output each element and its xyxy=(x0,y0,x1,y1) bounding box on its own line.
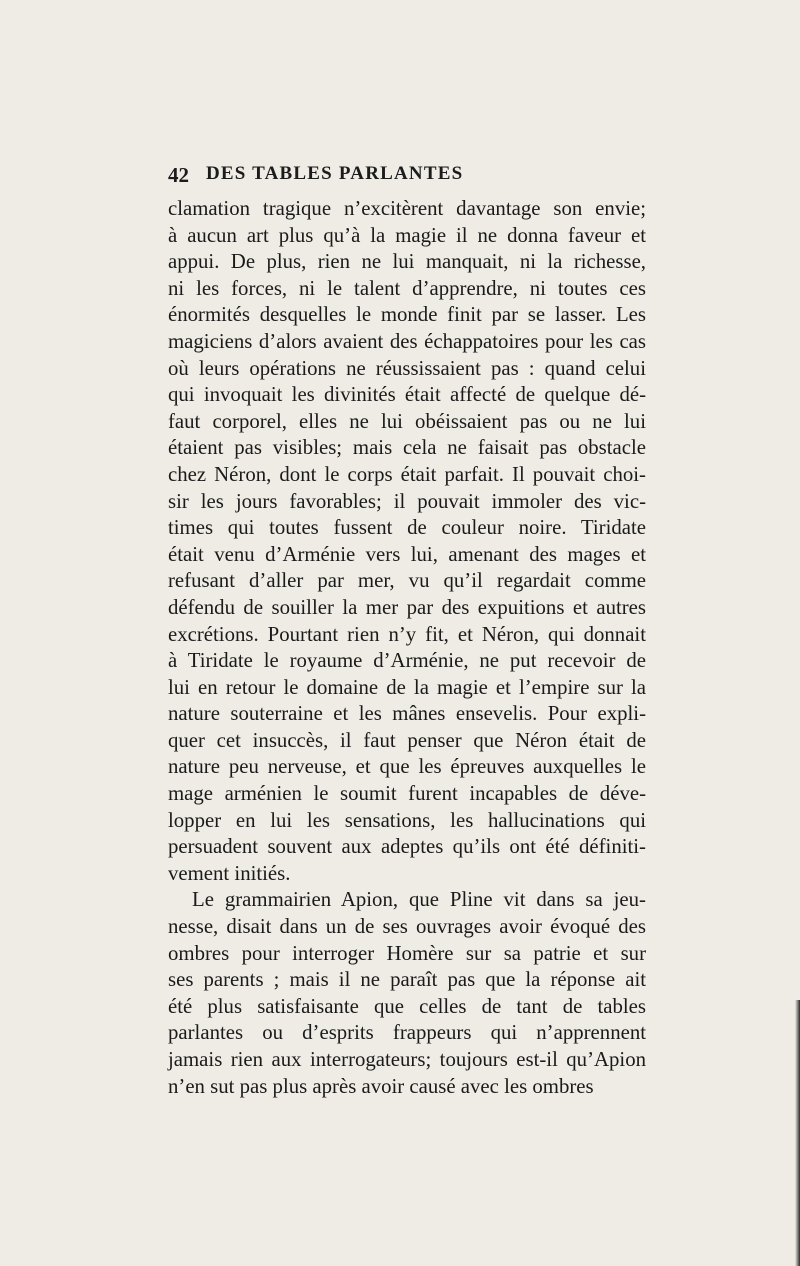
text-line: énormités desquelles le monde finit par se lasser. Les xyxy=(168,303,646,327)
text-line: times qui toutes fussent de couleur noire. Tiridate xyxy=(168,516,646,540)
text-line: chez Néron, dont le corps était parfait. Il pouvait choi- xyxy=(168,462,646,486)
text-line: excrétions. Pourtant rien n’y fit, et Néron, qui donnait xyxy=(168,622,646,646)
text-line: jamais rien aux interrogateurs; toujours est-il qu’Apion xyxy=(168,1048,646,1071)
text-line: faut corporel, elles ne lui obéissaient pas ou ne lui xyxy=(168,409,646,433)
text-line: à aucun art plus qu’à la magie il ne donna faveur et xyxy=(168,223,646,247)
text-line: nature peu nerveuse, et que les épreuves auxquelles le xyxy=(168,755,646,779)
text-line: nature souterraine et les mânes ensevelis. Pour expli- xyxy=(168,702,646,726)
text-line: clamation tragique n’excitèrent davantage son envie; xyxy=(168,197,646,220)
text-line: ni les forces, ni le talent d’apprendre, ni toutes ces xyxy=(168,276,646,300)
text-line: nesse, disait dans un de ses ouvrages avoir évoqué des xyxy=(168,915,646,939)
text-line: ses parents ; mais il ne paraît pas que la réponse ait xyxy=(168,968,646,992)
text-line: sir les jours favorables; il pouvait immoler des vic- xyxy=(168,489,646,513)
page-number: 42 xyxy=(168,163,189,187)
text-line: mage arménien le soumit furent incapables de déve- xyxy=(168,782,646,806)
running-title: DES TABLES PARLANTES xyxy=(206,163,464,184)
text-line: quer cet insuccès, il faut penser que Néron était de xyxy=(168,728,646,752)
page-header xyxy=(168,163,648,189)
text-line: Le grammairien Apion, que Pline vit dans sa jeu- xyxy=(192,888,646,912)
text-line: où leurs opérations ne réussissaient pas : quand celui xyxy=(168,356,646,380)
text-line: était venu d’Arménie vers lui, amenant des mages et xyxy=(168,542,646,566)
text-line: parlantes ou d’esprits frappeurs qui n’apprennent xyxy=(168,1021,646,1045)
text-line: refusant d’aller par mer, vu qu’il regardait comme xyxy=(168,569,646,593)
text-line: qui invoquait les divinités était affecté de quelque dé- xyxy=(168,383,646,407)
text-line: magiciens d’alors avaient des échappatoires pour les cas xyxy=(168,329,646,353)
text-line: étaient pas visibles; mais cela ne faisait pas obstacle xyxy=(168,436,646,460)
text-line: appui. De plus, rien ne lui manquait, ni la richesse, xyxy=(168,250,646,274)
text-line: lopper en lui les sensations, les hallucinations qui xyxy=(168,808,646,832)
text-line: n’en sut pas plus après avoir causé avec les ombres xyxy=(168,1074,594,1098)
text-line: ombres pour interroger Homère sur sa patrie et sur xyxy=(168,941,646,965)
page-edge-shadow xyxy=(795,1000,800,1266)
text-line: persuadent souvent aux adeptes qu’ils ont été définiti- xyxy=(168,835,646,859)
text-line: vement initiés. xyxy=(168,861,291,885)
body-text xyxy=(168,196,646,1100)
text-line: été plus satisfaisante que celles de tant de tables xyxy=(168,994,646,1018)
text-line: lui en retour le domaine de la magie et l’empire sur la xyxy=(168,675,646,699)
text-line: à Tiridate le royaume d’Arménie, ne put recevoir de xyxy=(168,649,646,673)
text-line: défendu de souiller la mer par des expuitions et autres xyxy=(168,595,646,619)
